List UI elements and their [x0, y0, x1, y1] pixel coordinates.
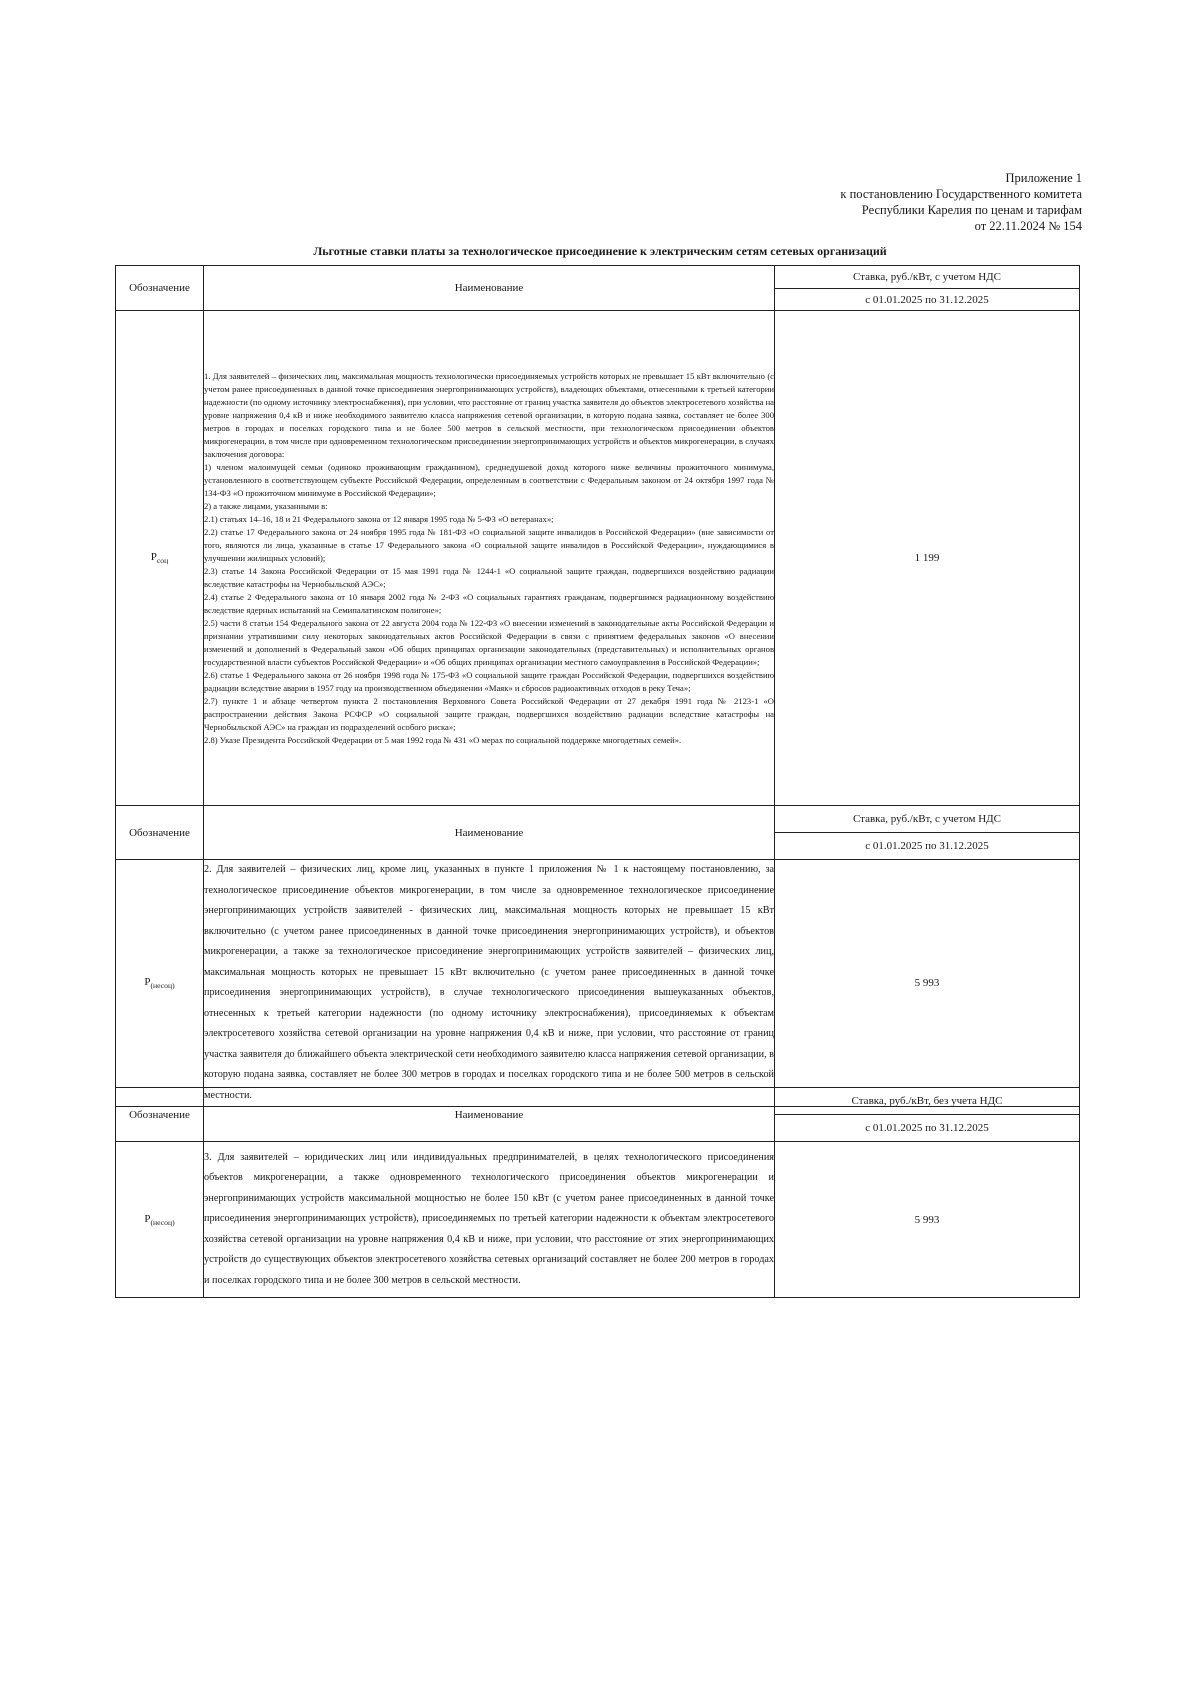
paragraph: 2.2) статье 17 Федерального закона от 24 ноября 1995 года № 181-ФЗ «О социальной защите инвалидов в Российской Федерации» (вне зависимости от того, являются ли лица, указанные в статье 17 Федерального закона «О социальной защите инвалидов в Российской Федерации», нуждающимися в улучшении жилищных условий);	[204, 526, 774, 563]
column-header-name: Наименование	[204, 806, 775, 860]
rates-table-section-1	[115, 265, 1080, 806]
rates-table-section-3	[115, 1087, 1080, 1298]
column-header-rate: Ставка, руб./кВт, без учета НДС	[775, 1088, 1080, 1115]
paragraph: 1) членом малоимущей семьи (одиноко проживающим гражданином), среднедушевой доход которого ниже величины прожиточного минимума, установленного в соответствующем субъекте Российской Федерации, определенным в соответствии с Федеральным законом от 24 октября 1997 года № 134-ФЗ «О прожиточном минимуме в Российской Федерации»;	[204, 461, 774, 498]
header-committee-line: Республики Карелия по ценам и тарифам	[861, 203, 1082, 217]
rate-value: 5 993	[775, 1142, 1080, 1298]
rates-table-section-2	[115, 805, 1080, 1107]
rate-symbol-subscript: (несоц)	[150, 1217, 175, 1227]
description-cell	[204, 311, 775, 806]
paragraph: 2. Для заявителей – физических лиц, кроме лиц, указанных в пункте 1 приложения № 1 к настоящему постановлению, за технологическое присоединение объектов микрогенерации, в том числе за одновременное технологическое присоединение энергопринимающих устройств заявителей - физических лиц, максимальная мощность которых не превышает 15 кВт включительно (с учетом ранее присоединенных в данной точке присоединения энергопринимающих устройств), и объектов микрогенерации, а также за технологическое присоединение энергопринимающих устройств заявителей – физических лиц, максимальная мощность которых не превышает 15 кВт включительно (с учетом ранее присоединенных в данной точке присоединения энергопринимающих устройств), в случае технологического присоединения вышеуказанных объектов, отнесенных к третьей категории надежности (по одному источнику электроснабжения), присоединяемых к объектам электросетевого хозяйства сетевой организации на уровне напряжения 0,4 кВ и ниже, при условии, что расстояние от границ участка заявителя до ближайшего объекта электрической сети необходимого заявителю класса напряжения сетевой организации, в которую подана заявка, составляет не более 300 метров в городах и поселках городского типа и не более 500 метров в сельской местности.	[204, 864, 774, 1101]
column-header-name: Наименование	[204, 266, 775, 311]
rate-symbol: P	[144, 1212, 151, 1225]
column-header-period: с 01.01.2025 по 31.12.2025	[775, 289, 1080, 311]
column-header-period: с 01.01.2025 по 31.12.2025	[775, 833, 1080, 860]
rate-value: 5 993	[775, 860, 1080, 1107]
header-date-line: от 22.11.2024 № 154	[974, 219, 1082, 233]
rate-symbol-cell	[116, 1142, 204, 1298]
paragraph: 2.5) части 8 статьи 154 Федерального закона от 22 августа 2004 года № 122-ФЗ «О внесении изменений в законодательные акты Российской Федерации и признании утратившими силу некоторых законодательных актов Российской Федерации в связи с принятием федеральных законов «О внесении изменений и дополнений в Федеральный закон «Об общих принципах организации законодательных (представительных) и исполнительных органов государственной власти субъектов Российской Федерации» и «Об общих принципах организации местного самоуправления в Российской Федерации»;	[204, 617, 774, 667]
document-header	[840, 170, 1082, 234]
header-resolution-line: к постановлению Государственного комитета	[840, 187, 1082, 201]
rate-symbol: P	[150, 551, 157, 563]
paragraph: 2.4) статье 2 Федерального закона от 10 января 2002 года № 2-ФЗ «О социальных гарантиях гражданам, подвергшимся радиационному воздействию вследствие ядерных испытаний на Семипалатинском полигоне»;	[204, 591, 774, 615]
description-cell	[204, 860, 775, 1107]
paragraph: 2) а также лицами, указанными в:	[204, 500, 328, 511]
paragraph: 3. Для заявителей – юридических лиц или индивидуальных предпринимателей, в целях технологического присоединения объектов микрогенерации, а также одновременного технологического присоединения объектов микрогенерации и энергопринимающих устройств максимальной мощностью не более 150 кВт (с учетом ранее присоединенных в данной точке присоединения энергопринимающих устройств), присоединяемых по третьей категории надежности к объектам электросетевого хозяйства сетевой организации на уровне напряжения 0,4 кВ и ниже, при условии, что расстояние от этих энергопринимающих устройств до существующих объектов электросетевого хозяйства сетевых организаций составляет не более 200 метров в городах и поселках городского типа и не более 300 метров в сельской местности.	[204, 1151, 774, 1286]
paragraph: 2.7) пункте 1 и абзаце четвертом пункта 2 постановления Верховного Совета Российской Федерации от 27 декабря 1991 года № 2123-1 «О распространении действия Закона РСФСР «О социальной защите граждан, подвергшихся воздействию радиации вследствие катастрофы на Чернобыльской АЭС» на граждан из подразделений особого риска»;	[204, 695, 774, 732]
paragraph: 2.3) статье 14 Закона Российской Федерации от 15 мая 1991 года № 1244-1 «О социальной защите граждан, подвергшихся воздействию радиации вследствие катастрофы на Чернобыльской АЭС»;	[204, 565, 774, 589]
paragraph: 2.6) статье 1 Федерального закона от 26 ноября 1998 года № 175-ФЗ «О социальной защите граждан Российской Федерации, подвергшихся воздействию радиации вследствие аварии в 1957 году на производственном объединении «Маяк» и сбросов радиоактивных отходов в реку Теча»;	[204, 669, 774, 693]
document-title: Льготные ставки платы за технологическое присоединение к электрическим сетям сетевых организаций	[313, 244, 887, 258]
paragraph: 2.1) статьях 14–16, 18 и 21 Федерального закона от 12 января 1995 года № 5-ФЗ «О ветеранах»;	[204, 513, 554, 524]
rate-symbol-subscript: (несоц)	[150, 981, 175, 990]
rate-symbol-subscript: соц	[156, 556, 169, 565]
column-header-period: с 01.01.2025 по 31.12.2025	[775, 1115, 1080, 1142]
rate-value: 1 199	[775, 311, 1080, 806]
column-header-rate: Ставка, руб./кВт, с учетом НДС	[775, 266, 1080, 289]
column-header-symbol: Обозначение	[116, 266, 204, 311]
description-cell	[204, 1142, 775, 1298]
column-header-name: Наименование	[204, 1088, 775, 1142]
paragraph: 1. Для заявителей – физических лиц, максимальная мощность технологически присоединяемых устройств которых не превышает 15 кВт включительно (с учетом ранее присоединенных в данной точке присоединения энергопринимающих устройств), владеющих объектами, отнесенными к третьей категории надежности (по одному источнику электроснабжения), при условии, что расстояние от границ участка заявителя до объектов электросетевого хозяйства на уровне напряжения 0,4 кВ и ниже необходимого заявителю класса напряжения сетевой организации, в которую подана заявка, составляет не более 300 метров в городах и поселках городского типа и не более 500 метров в сельской местности, при технологическом присоединении объектов микрогенерации, в том числе при одновременном технологическом присоединении энергопринимающих устройств и объектов микрогенерации, в случаях заключения договора:	[204, 370, 774, 459]
column-header-rate: Ставка, руб./кВт, с учетом НДС	[775, 806, 1080, 833]
column-header-symbol: Обозначение	[116, 1088, 204, 1142]
header-appendix-line: Приложение 1	[1005, 171, 1082, 185]
rate-symbol-cell	[116, 311, 204, 806]
column-header-symbol: Обозначение	[116, 806, 204, 860]
rate-symbol-cell	[116, 860, 204, 1107]
rate-symbol: P	[144, 976, 151, 988]
paragraph: 2.8) Указе Президента Российской Федерации от 5 мая 1992 года № 431 «О мерах по социальной поддержке многодетных семей».	[204, 734, 682, 745]
